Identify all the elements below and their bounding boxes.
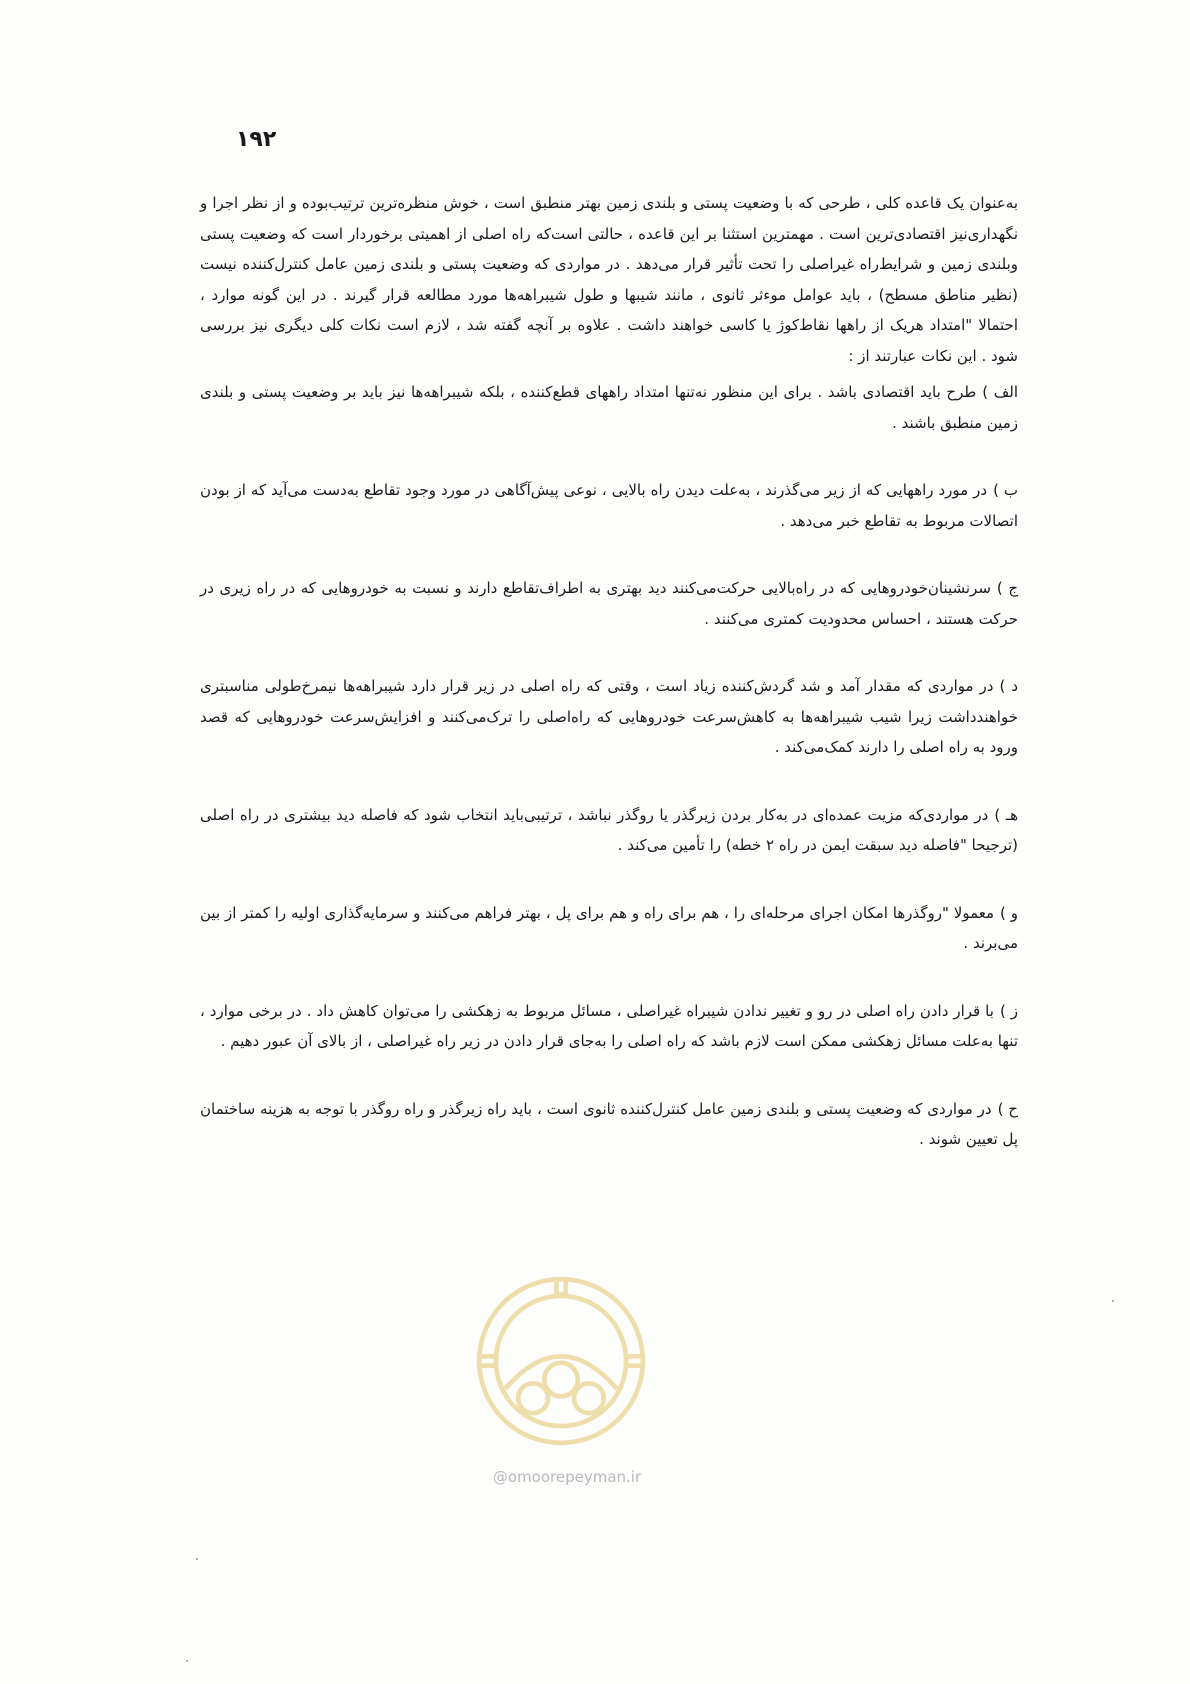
spacer <box>200 959 1018 996</box>
item-text: در مورد راههایی که از زیر می‌گذرند ، به‌علت دیدن راه بالایی ، نوعی پیش‌آگاهی در مورد وجود تقاطع به‌دست می‌آید که از بودن اتصالات مربوط به تقاطع خبر می‌دهد . <box>200 481 1018 530</box>
scan-speck <box>196 1558 198 1560</box>
item-label: هـ ) <box>994 805 1018 824</box>
spacer <box>200 763 1018 800</box>
intro-paragraph: به‌عنوان یک قاعده کلی ، طرحی که با وضعیت پستی و بلندی زمین بهتر منطبق است ، خوش منظره‌ترین ترتیب‌بوده و از نظر اجرا و نگهداری‌نیز اقتصادی‌ترین است . مهمترین استثنا بر این قاعده ، حالتی است‌که راه اصلی از اهمیتی برخوردار است که وضعیت پستی وبلندی زمین و شرایط‌راه غیراصلی را تحت تأثیر قرار می‌دهد . در مواردی که وضعیت پستی و بلندی زمین عامل کنترل‌کننده نیست (نظیر مناطق مسطح) ، باید عوامل موءثر ثانوی ، مانند شیبها و طول شیبراهه‌ها مورد مطالعه قرار گیرند . در این گونه موارد ، احتمالا "امتداد هریک از راهها نقاط‌کوژ یا کاسی خواهند داشت . علاوه بر آنچه گفته شد ، لازم است نکات کلی دیگری نیز بررسی شود . این نکات عبارتند از : <box>200 194 1018 365</box>
scan-speck <box>1112 1300 1114 1302</box>
list-item <box>200 671 1018 763</box>
list-item <box>200 377 1018 438</box>
item-text: معمولا "روگذرها امکان اجرای مرحله‌ای را ، هم برای راه و هم برای پل ، بهتر فراهم می‌کنند و سرمایه‌گذاری اولیه را کمتر از بین می‌برند . <box>200 903 1018 952</box>
item-text: سرنشینان‌خودروهایی که در راه‌بالایی حرکت‌می‌کنند دید بهتری به اطراف‌تقاطع دارند و نسبت به خودروهایی که در راه زیری در حرکت هستند ، احساس محدودیت کمتری می‌کنند . <box>200 579 1018 628</box>
item-text: در مواردی‌که مزیت عمده‌ای در به‌کار بردن زیرگذر یا روگذر نباشد ، ترتیبی‌باید انتخاب شود که فاصله دید بیشتری در راه اصلی (ترجیحا "فاصله دید سبقت ایمن در راه ۲ خطه) را تأمین می‌کند . <box>200 805 1018 854</box>
item-text: طرح باید اقتصادی باشد . برای این منظور نه‌تنها امتداد راههای قطع‌کننده ، بلکه شیبراهه‌ها نیز باید بر وضعیت پستی و بلندی زمین منطبق باشند . <box>200 383 1018 432</box>
item-label: ح ) <box>997 1099 1018 1118</box>
item-label: د ) <box>999 677 1018 695</box>
item-label: ب ) <box>993 481 1018 499</box>
list-item <box>200 1094 1018 1155</box>
list-item <box>200 898 1018 959</box>
spacer <box>200 536 1018 573</box>
spacer <box>200 1057 1018 1094</box>
page-body <box>200 188 1018 1155</box>
page-number: ۱۹۲ <box>236 127 277 152</box>
list-item <box>200 800 1018 861</box>
item-label: الف ) <box>982 383 1018 401</box>
item-text: در مواردی که وضعیت پستی و بلندی زمین عامل کنترل‌کننده ثانوی است ، باید راه زیرگذر و راه روگذر با توجه به هزینه ساختمان پل تعیین شوند . <box>200 1099 1018 1148</box>
list-item <box>200 573 1018 634</box>
spacer <box>200 438 1018 475</box>
item-label: و ) <box>1000 903 1018 922</box>
watermark-caption: @omoorepeyman.ir <box>492 1468 642 1486</box>
item-label: ز ) <box>999 1001 1018 1020</box>
gear-emblem-icon <box>468 1268 654 1454</box>
item-label: ج ) <box>996 579 1018 597</box>
spacer <box>200 634 1018 671</box>
scan-speck <box>186 1660 188 1662</box>
list-item <box>200 996 1018 1057</box>
item-text: با قرار دادن راه اصلی در رو و تغییر ندادن شیبراه غیراصلی ، مسائل مربوط به زهکشی را می‌توان کاهش داد . در برخی موارد ، تنها به‌علت مسائل زهکشی ممکن است لازم باشد که راه اصلی را به‌جای قرار دادن در زیر راه غیراصلی ، از بالای آن عبور دهیم . <box>200 1001 1018 1050</box>
spacer <box>200 861 1018 898</box>
item-text: در مواردی که مقدار آمد و شد گردش‌کننده زیاد است ، وقتی که راه اصلی در زیر قرار دارد شیبراهه‌ها نیمرخ‌طولی مناسبتری خواهندداشت زیرا شیب شیبراهه‌ها به کاهش‌سرعت خودروهایی که راه‌اصلی را ترک‌می‌کنند و افزایش‌سرعت خودروهایی که قصد ورود به راه اصلی را دارند کمک‌می‌کند . <box>200 677 1018 756</box>
list-item <box>200 475 1018 536</box>
